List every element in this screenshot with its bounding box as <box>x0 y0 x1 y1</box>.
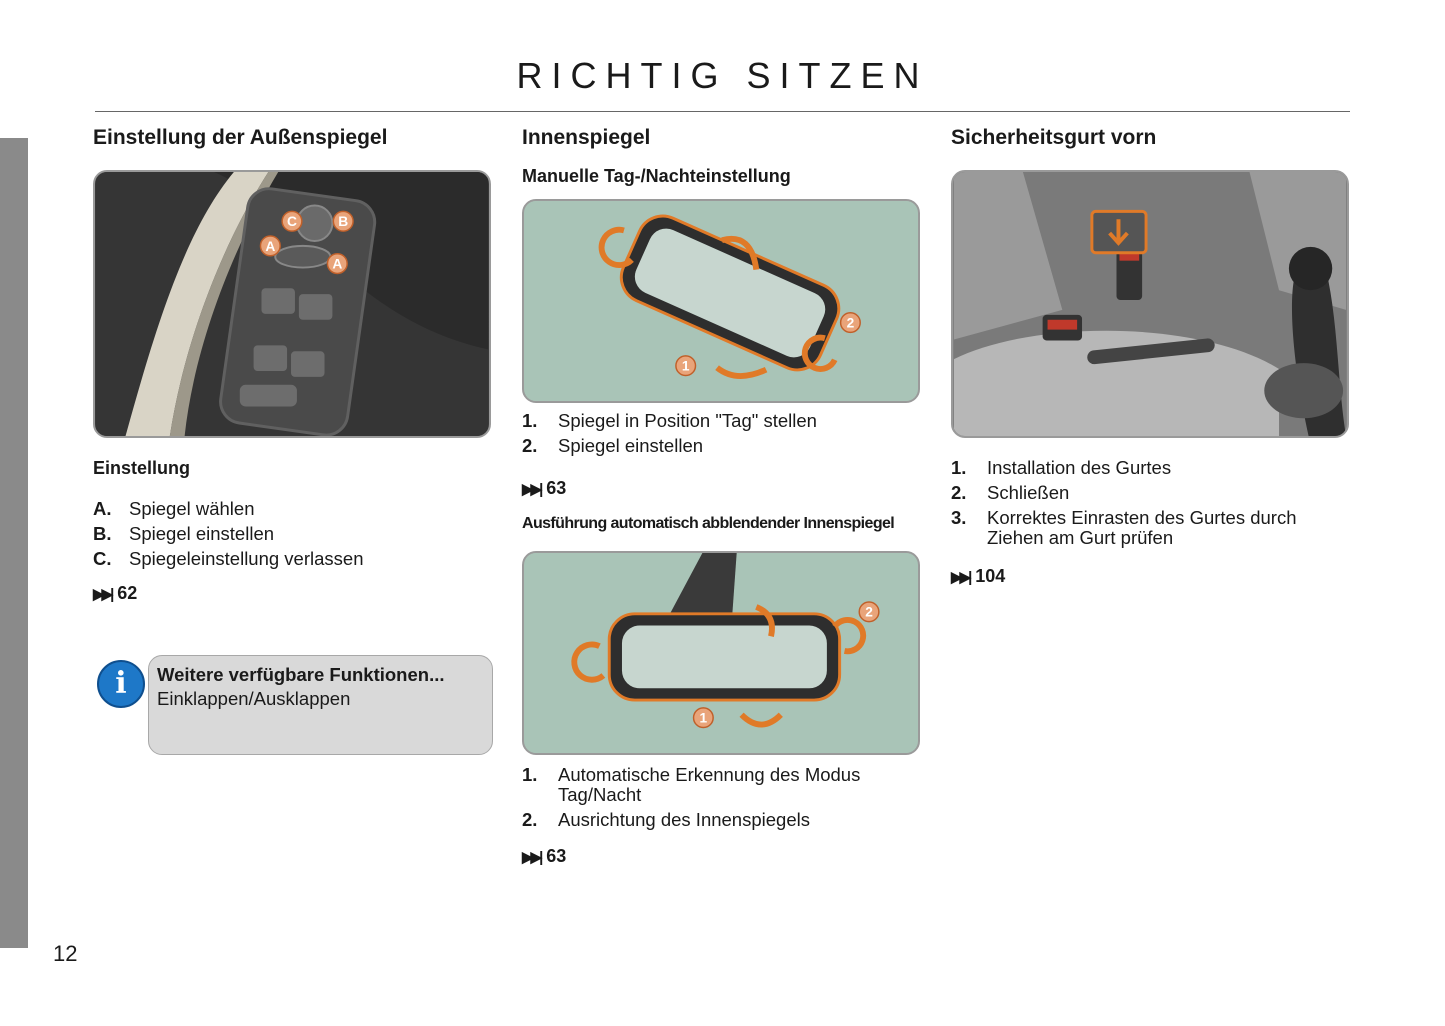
label-2: 2 <box>865 604 873 620</box>
page-reference[interactable]: ▶▶| 63 <box>522 478 567 498</box>
side-tab-bar <box>0 138 28 948</box>
list-item: 2. Schließen <box>951 482 1070 503</box>
adjustment-list <box>93 499 498 569</box>
column-interior-mirror <box>522 124 927 867</box>
info-title: Weitere verfügbare Funktionen... <box>157 664 445 685</box>
subheading-adjustment: Einstellung <box>93 458 191 478</box>
list-item: 3. Korrektes Einrasten des Gurtes durch Ziehen am Gurt prüfen <box>951 507 1297 548</box>
seat-belt-list <box>951 458 1356 548</box>
label-2: 2 <box>846 315 855 331</box>
list-item: 1. Installation des Gurtes <box>951 457 1172 478</box>
manual-mirror-list <box>522 411 927 456</box>
section-heading-interior-mirror: Innenspiegel <box>522 126 651 149</box>
subheading-manual-day-night: Manuelle Tag-/Nachteinstellung <box>522 166 791 186</box>
auto-mirror-svg <box>524 553 918 753</box>
column-exterior-mirrors <box>93 124 498 604</box>
manual-mirror-svg <box>524 201 918 401</box>
list-item: C. Spiegeleinstellung verlassen <box>93 548 364 569</box>
info-body: Einklappen/Ausklappen <box>157 688 351 709</box>
list-item: A. Spiegel wählen <box>93 498 255 519</box>
page-reference[interactable]: ▶▶| 63 <box>522 846 567 866</box>
label-a-right: A <box>332 256 343 272</box>
info-box <box>148 655 493 755</box>
title-rule <box>95 111 1350 112</box>
label-b: B <box>338 214 349 230</box>
info-icon: i <box>97 660 145 708</box>
column-seat-belt <box>951 124 1356 587</box>
auto-mirror-illustration <box>522 551 920 755</box>
label-c: C <box>287 214 297 230</box>
forward-arrow-icon: ▶▶| <box>93 585 112 603</box>
seat-belt-svg <box>953 172 1347 436</box>
list-item: 2. Ausrichtung des Innenspiegels <box>522 809 810 830</box>
subheading-auto-dimming: Ausführung automatisch abblendender Innenspiegel <box>522 515 895 532</box>
page-title: RICHTIG SITZEN <box>516 55 929 96</box>
list-item: 1. Spiegel in Position "Tag" stellen <box>522 410 817 431</box>
label-1: 1 <box>699 710 708 726</box>
forward-arrow-icon: ▶▶| <box>951 568 970 586</box>
door-control-illustration <box>93 170 491 438</box>
list-item: B. Spiegel einstellen <box>93 523 275 544</box>
section-heading-exterior-mirrors: Einstellung der Außenspiegel <box>93 126 388 149</box>
list-item: 1. Automatische Erkennung des Modus Tag/Nacht <box>522 764 861 805</box>
page-number: 12 <box>53 941 78 966</box>
auto-mirror-list <box>522 765 927 830</box>
info-note <box>97 655 495 757</box>
list-item: 2. Spiegel einstellen <box>522 435 704 456</box>
manual-mirror-illustration <box>522 199 920 403</box>
seat-belt-illustration <box>951 170 1349 438</box>
page-reference[interactable]: ▶▶| 104 <box>951 566 1006 586</box>
label-1: 1 <box>681 358 690 374</box>
forward-arrow-icon: ▶▶| <box>522 480 541 498</box>
page-reference[interactable]: ▶▶| 62 <box>93 583 138 603</box>
label-a-left: A <box>265 238 276 254</box>
door-control-svg <box>95 172 489 436</box>
section-heading-seat-belt: Sicherheitsgurt vorn <box>951 126 1157 149</box>
forward-arrow-icon: ▶▶| <box>522 848 541 866</box>
